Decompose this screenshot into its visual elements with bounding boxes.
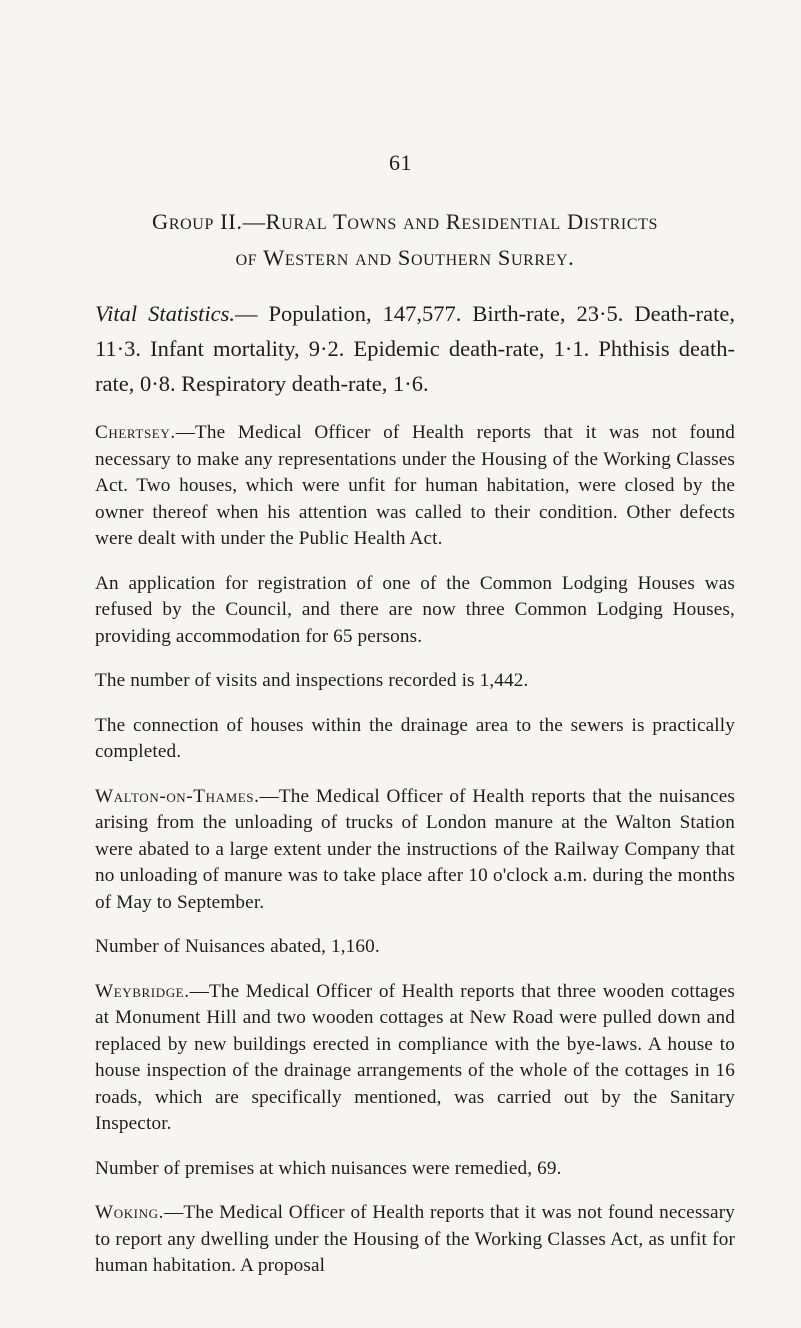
paragraph-lodging-houses — [95, 571, 735, 651]
vital-statistics-paragraph — [95, 296, 735, 401]
paragraph-text: The connection of houses within the drainage area to the sewers is practically completed. — [95, 714, 735, 762]
paragraph-chertsey — [95, 420, 735, 553]
district-name: Walton-on-Thames. — [95, 785, 260, 807]
paragraph-text: Number of premises at which nuisances were remedied, 69. — [95, 1157, 562, 1179]
heading-line-1: Group II.—Rural Towns and Residential Districts — [152, 209, 658, 234]
vital-statistics-text: — Population, 147,577. Birth-rate, 23·5. Death-rate, 11·3. Infant mortality, 9·2. Epidemic death-rate, 1·1. Phthisis death-rate, 0·8. Respiratory death-rate, 1·6. — [95, 301, 735, 396]
page-number: 61 — [389, 150, 412, 175]
paragraph-drainage — [95, 713, 735, 766]
paragraph-text: —The Medical Officer of Health reports that three wooden cottages at Monument Hill and two wooden cottages at New Road were pulled down and replaced by new buildings erected in compliance with the bye-laws. A house to house inspection of the drainage arrangements of the whole of the cottages in 16 roads, which are specifically mentioned, was carried out by the Sanitary Inspector. — [95, 980, 735, 1134]
paragraph-text: —The Medical Officer of Health reports that the nuisances arising from the unloading of trucks of London manure at the Walton Station were abated to a large extent under the instructions of the Railway Company that no unloading of manure was to take place after 10 o'clock a.m. during the months of May to September. — [95, 785, 735, 913]
district-name: Weybridge. — [95, 980, 190, 1002]
body-text — [95, 420, 735, 1298]
section-heading — [80, 204, 730, 276]
paragraph-text: —The Medical Officer of Health reports that it was not found necessary to report any dwelling under the Housing of the Working Classes Act, as unfit for human habitation. A proposal — [95, 1202, 735, 1276]
paragraph-text: The number of visits and inspections recorded is 1,442. — [95, 670, 529, 691]
paragraph-visits — [95, 668, 735, 695]
paragraph-text: An application for registration of one of the Common Lodging Houses was refused by the Council, and there are now three Common Lodging Houses, providing accommodation for 65 persons. — [95, 572, 735, 647]
district-name: Chertsey. — [95, 422, 176, 443]
paragraph-premises-remedied — [95, 1156, 735, 1183]
paragraph-woking — [95, 1200, 735, 1280]
paragraph-walton — [95, 784, 735, 917]
paragraph-nuisances-abated — [95, 934, 735, 961]
vital-statistics-lead: Vital Statistics. — [95, 301, 235, 326]
paragraph-weybridge — [95, 979, 735, 1138]
paragraph-text: Number of Nuisances abated, 1,160. — [95, 936, 380, 957]
heading-line-2: of Western and Southern Surrey. — [235, 245, 575, 270]
paragraph-text: —The Medical Officer of Health reports that it was not found necessary to make any representations under the Housing of the Working Classes Act. Two houses, which were unfit for human habitation, were closed by the owner thereof when his attention was called to their condition. Other defects were dealt with under the Public Health Act. — [95, 422, 735, 549]
district-name: Woking. — [95, 1202, 164, 1223]
